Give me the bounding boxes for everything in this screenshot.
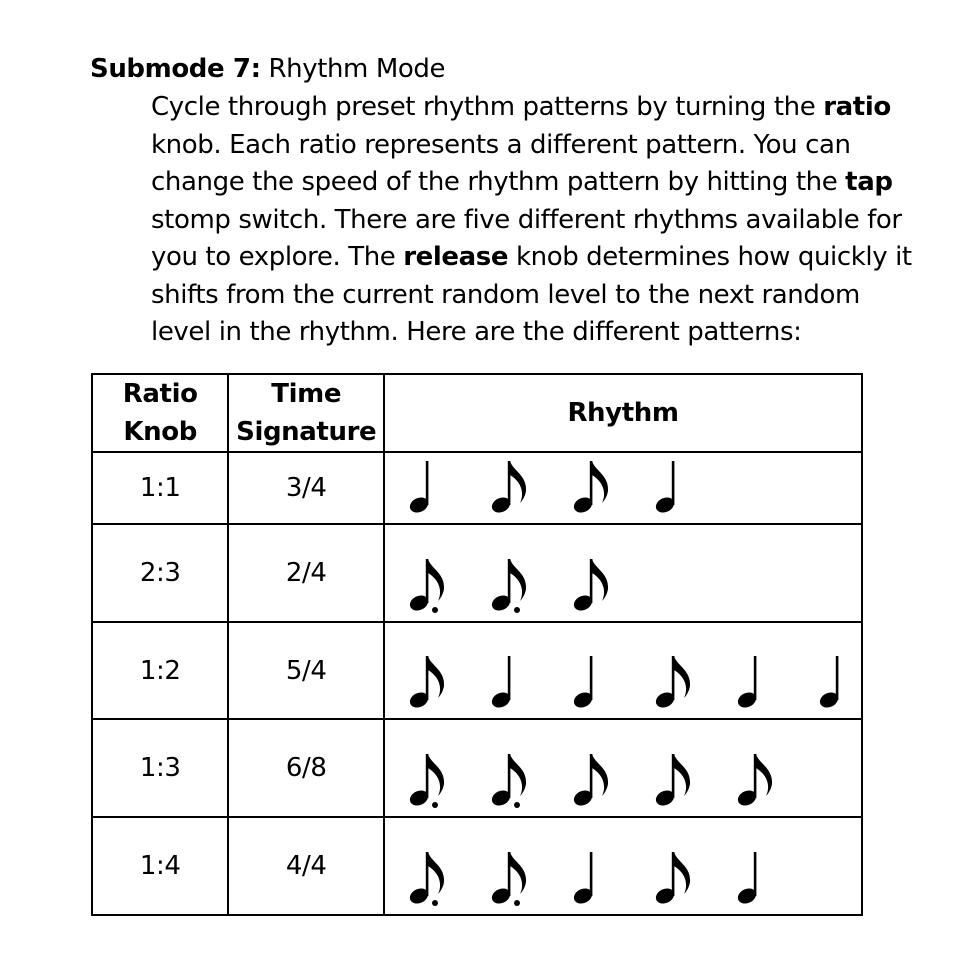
header-ratio-label: Ratio (122, 379, 198, 409)
dotted-eighth-note-icon (407, 559, 444, 613)
dotted-eighth-note-icon (407, 754, 444, 808)
table-row (92, 719, 862, 817)
rhythm-notation (385, 720, 861, 816)
eighth-note-icon (571, 559, 608, 613)
para-text: change the speed of the rhythm pattern by hitting the (151, 167, 846, 197)
ratio-cell: 1:2 (92, 622, 228, 719)
para-bold-ratio: ratio (823, 92, 891, 122)
dotted-eighth-note-icon (407, 852, 444, 906)
para-line-2: knob. Each ratio represents a different pattern. You can (151, 129, 851, 160)
quarter-note-icon (653, 461, 676, 515)
rhythm-notation (385, 453, 861, 523)
ratio-cell: 1:1 (92, 452, 228, 524)
table-row (92, 524, 862, 622)
rhythm-cell (384, 719, 862, 817)
eighth-note-icon (653, 656, 690, 710)
eighth-note-icon (653, 852, 690, 906)
para-bold-release: release (403, 242, 509, 272)
ratio-cell: 1:4 (92, 817, 228, 915)
rhythm-notation (385, 525, 861, 621)
quarter-note-icon (571, 852, 594, 906)
dotted-eighth-note-icon (489, 754, 526, 808)
heading-bold: Submode 7: (90, 54, 261, 84)
header-time-label: Time (271, 379, 342, 409)
table-row (92, 452, 862, 524)
time-signature-cell: 4/4 (228, 817, 384, 915)
ratio-cell: 2:3 (92, 524, 228, 622)
para-line-6: shifts from the current random level to the next random (151, 279, 860, 310)
eighth-note-icon (489, 461, 526, 515)
section-heading (90, 52, 445, 86)
para-line-4: stomp switch. There are five different rhythms available for (151, 204, 902, 235)
header-signature-label: Signature (236, 417, 377, 447)
para-line-7: level in the rhythm. Here are the different patterns: (151, 317, 802, 347)
para-line-5 (151, 239, 911, 277)
header-ratio-knob (92, 374, 228, 452)
heading-title: Rhythm Mode (260, 54, 446, 84)
quarter-note-icon (489, 656, 512, 710)
rhythm-cell (384, 622, 862, 719)
time-signature-cell: 5/4 (228, 622, 384, 719)
quarter-note-icon (735, 852, 758, 906)
time-signature-cell: 3/4 (228, 452, 384, 524)
header-knob-label: Knob (123, 417, 197, 447)
rhythm-cell (384, 524, 862, 622)
dotted-eighth-note-icon (489, 852, 526, 906)
quarter-note-icon (817, 656, 840, 710)
description-paragraph (151, 89, 911, 352)
eighth-note-icon (571, 754, 608, 808)
para-line-1 (151, 89, 911, 127)
table-row (92, 622, 862, 719)
para-text: Cycle through preset rhythm patterns by turning the (151, 92, 824, 122)
header-rhythm: Rhythm (384, 374, 862, 452)
table-row (92, 817, 862, 915)
quarter-note-icon (571, 656, 594, 710)
eighth-note-icon (571, 461, 608, 515)
eighth-note-icon (735, 754, 772, 808)
dotted-eighth-note-icon (489, 559, 526, 613)
rhythm-notation (385, 818, 861, 914)
rhythm-cell (384, 452, 862, 524)
para-line-3 (151, 164, 911, 202)
quarter-note-icon (407, 461, 430, 515)
ratio-cell: 1:3 (92, 719, 228, 817)
time-signature-cell: 6/8 (228, 719, 384, 817)
time-signature-cell: 2/4 (228, 524, 384, 622)
rhythm-table (91, 373, 863, 916)
eighth-note-icon (407, 656, 444, 710)
quarter-note-icon (735, 656, 758, 710)
rhythm-cell (384, 817, 862, 915)
header-time-signature (228, 374, 384, 452)
rhythm-notation (385, 623, 861, 718)
para-text: knob determines how quickly it (508, 242, 912, 272)
para-bold-tap: tap (845, 167, 893, 197)
para-text: you to explore. The (151, 242, 404, 272)
table-header-row (92, 374, 862, 452)
eighth-note-icon (653, 754, 690, 808)
